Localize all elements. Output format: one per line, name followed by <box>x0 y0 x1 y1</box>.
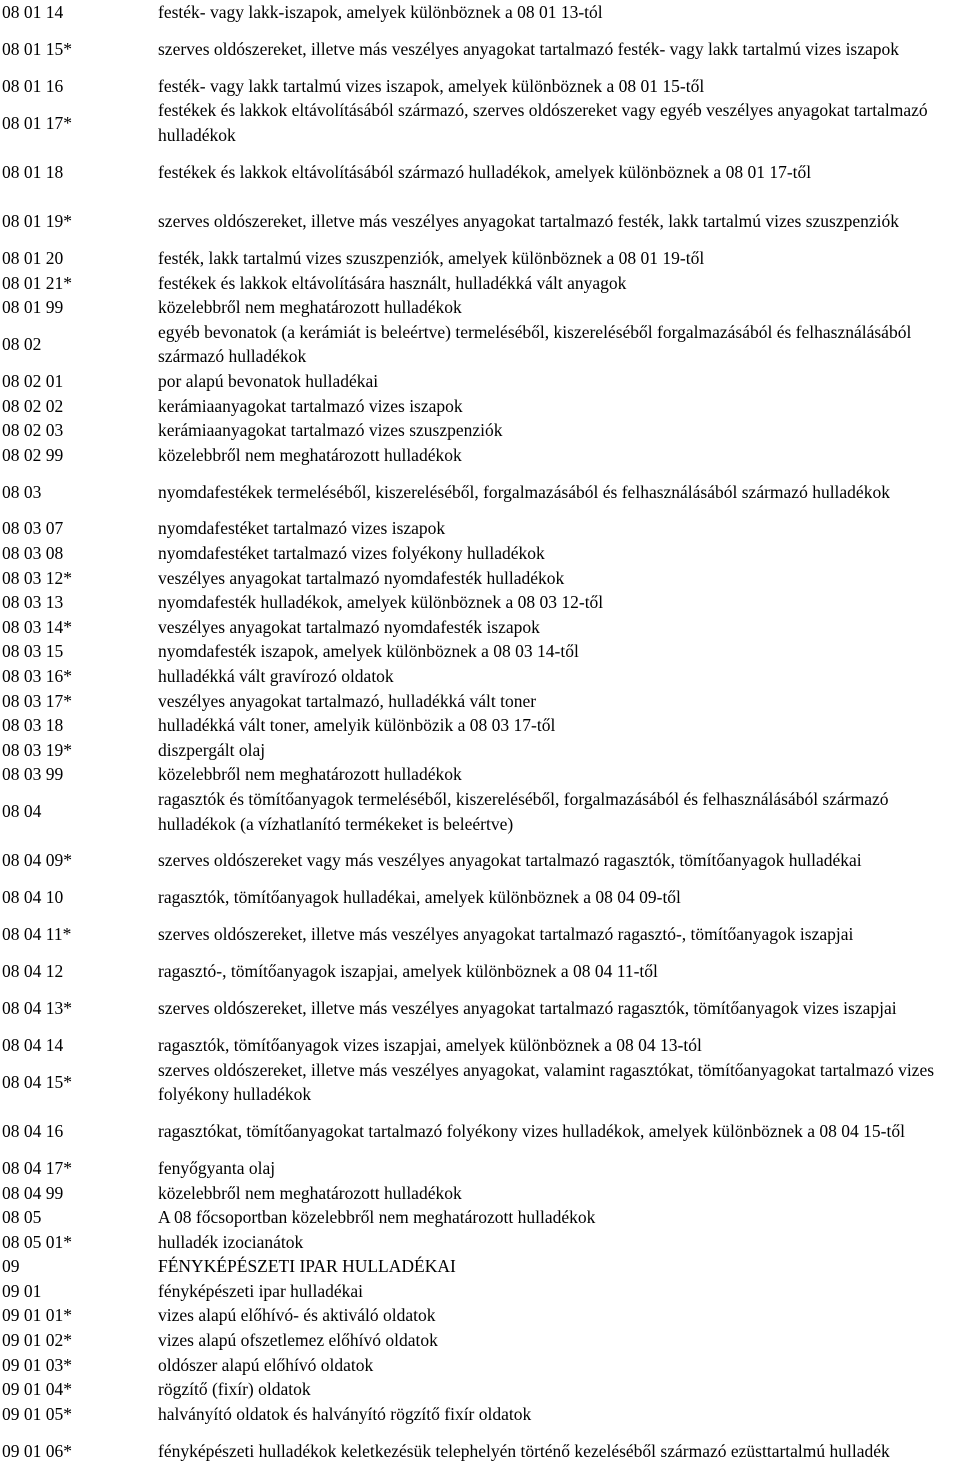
waste-description: fényképészeti hulladékok keletkezésük telephelyén történő kezeléséből származó ezüsttartalmú hulladék <box>158 1440 890 1461</box>
table-row <box>0 615 960 640</box>
table-row <box>0 984 960 1033</box>
waste-code: 08 03 07 <box>2 518 64 539</box>
waste-description: A 08 főcsoportban közelebbről nem meghatározott hulladékok <box>158 1207 596 1228</box>
waste-code: 09 <box>2 1256 20 1277</box>
waste-description: diszpergált olaj <box>158 739 266 760</box>
waste-description: festék, lakk tartalmú vizes szuszpenziók, amelyek különböznek a 08 01 19-től <box>158 247 705 268</box>
waste-code: 08 04 15* <box>2 1071 72 1092</box>
waste-code: 08 03 <box>2 481 42 502</box>
waste-code: 08 01 18 <box>2 161 64 182</box>
waste-code: 08 02 01 <box>2 370 64 391</box>
waste-code: 08 01 16 <box>2 75 64 96</box>
table-row <box>0 320 960 369</box>
waste-description: ragasztók és tömítőanyagok termeléséből, kiszereléséből, forgalmazásából és felhasználásából származó hulladékok (a vízhatlanító termékeket is beleértve) <box>158 789 889 834</box>
waste-description: szerves oldószereket, illetve más veszélyes anyagokat tartalmazó festék, lakk tartalmú vizes szuszpenziók <box>158 211 900 232</box>
waste-description: nyomdafestéket tartalmazó vizes folyékony hulladékok <box>158 543 545 564</box>
waste-code: 08 02 <box>2 334 42 355</box>
waste-code: 08 04 11* <box>2 924 72 945</box>
waste-description: szerves oldószereket vagy más veszélyes anyagokat tartalmazó ragasztók, tömítőanyagok hulladékai <box>158 850 862 871</box>
waste-description: egyéb bevonatok (a kerámiát is beleértve) termeléséből, kiszereléséből forgalmazásából és felhasználásából származó hulladékok <box>158 321 912 367</box>
waste-description: nyomdafestéket tartalmazó vizes iszapok <box>158 518 446 539</box>
table-row <box>0 1230 960 1255</box>
waste-description: szerves oldószereket, illetve más veszélyes anyagokat, valamint ragasztókat, tömítőanyagokat tartalmazó vizes folyékony hulladékok <box>158 1059 935 1105</box>
waste-code: 09 01 05* <box>2 1403 72 1424</box>
waste-description: fenyőgyanta olaj <box>158 1157 276 1178</box>
waste-description: hulladékká vált gravírozó oldatok <box>158 666 394 687</box>
waste-description: festékek és lakkok eltávolításából származó, szerves oldószereket vagy egyéb veszélyes anyagokat tartalmazó hulladékok <box>158 100 928 145</box>
waste-description: oldószer alapú előhívó oldatok <box>158 1354 374 1375</box>
table-row <box>0 639 960 664</box>
waste-code: 08 04 10 <box>2 887 64 908</box>
table-row <box>0 74 960 99</box>
waste-description: nyomdafesték iszapok, amelyek különböznek a 08 03 14-től <box>158 641 579 662</box>
waste-code: 08 01 15* <box>2 38 72 59</box>
table-row <box>0 246 960 271</box>
table-row <box>0 566 960 591</box>
waste-description: halványító oldatok és halványító rögzítő fixír oldatok <box>158 1403 532 1424</box>
waste-code: 08 03 19* <box>2 739 72 760</box>
waste-code: 08 02 99 <box>2 444 64 465</box>
waste-description: szerves oldószereket, illetve más veszélyes anyagokat tartalmazó ragasztó-, tömítőanyagok iszapjai <box>158 924 854 945</box>
waste-code: 08 03 13 <box>2 592 64 613</box>
waste-description: festék- vagy lakk tartalmú vizes iszapok, amelyek különböznek a 08 01 15-től <box>158 75 705 96</box>
waste-description: vizes alapú ofszetlemez előhívó oldatok <box>158 1330 438 1351</box>
table-row <box>0 713 960 738</box>
waste-code: 08 04 09* <box>2 850 72 871</box>
waste-description: festékek és lakkok eltávolításából származó hulladékok, amelyek különböznek a 08 01 17-től <box>158 161 812 182</box>
table-row <box>0 762 960 787</box>
waste-code: 08 04 <box>2 801 42 822</box>
table-row <box>0 1279 960 1304</box>
waste-code: 09 01 01* <box>2 1305 72 1326</box>
table-row <box>0 1254 960 1279</box>
waste-code: 08 04 14 <box>2 1034 64 1055</box>
waste-description: fényképészeti ipar hulladékai <box>158 1280 364 1301</box>
waste-description: rögzítő (fixír) oldatok <box>158 1379 311 1400</box>
waste-code: 08 03 99 <box>2 764 64 785</box>
table-row <box>0 689 960 714</box>
table-row <box>0 1205 960 1230</box>
table-row <box>0 836 960 885</box>
table-row <box>0 1058 960 1107</box>
table-row <box>0 467 960 516</box>
table-row <box>0 959 960 984</box>
table-row <box>0 295 960 320</box>
table-row <box>0 1353 960 1378</box>
table-row <box>0 910 960 959</box>
waste-description: veszélyes anyagokat tartalmazó nyomdafesték hulladékok <box>158 567 565 588</box>
waste-description: nyomdafestékek termeléséből, kiszereléséből, forgalmazásából és felhasználásából származó hulladékok <box>158 481 890 502</box>
waste-description: közelebbről nem meghatározott hulladékok <box>158 297 462 318</box>
table-row <box>0 1181 960 1206</box>
table-row <box>0 0 960 25</box>
table-row <box>0 1402 960 1427</box>
table-row <box>0 271 960 296</box>
waste-description: FÉNYKÉPÉSZETI IPAR HULLADÉKAI <box>158 1256 456 1277</box>
waste-code: 08 01 20 <box>2 247 64 268</box>
waste-description: szerves oldószereket, illetve más veszélyes anyagokat tartalmazó festék- vagy lakk tartalmú vizes iszapok <box>158 38 900 59</box>
waste-code: 09 01 04* <box>2 1379 72 1400</box>
waste-code: 08 03 17* <box>2 690 72 711</box>
table-row <box>0 738 960 763</box>
waste-code: 09 01 02* <box>2 1330 72 1351</box>
waste-description: ragasztó-, tömítőanyagok iszapjai, amelyek különböznek a 08 04 11-től <box>158 961 658 982</box>
waste-code: 08 03 14* <box>2 616 72 637</box>
table-row <box>0 1377 960 1402</box>
waste-description: közelebbről nem meghatározott hulladékok <box>158 1182 462 1203</box>
table-row <box>0 664 960 689</box>
waste-description: kerámiaanyagokat tartalmazó vizes szuszpenziók <box>158 420 503 441</box>
table-row <box>0 1156 960 1181</box>
table-row <box>0 394 960 419</box>
waste-code: 08 05 01* <box>2 1231 72 1252</box>
waste-description: vizes alapú előhívó- és aktiváló oldatok <box>158 1305 436 1326</box>
table-row <box>0 443 960 468</box>
waste-description: festék- vagy lakk-iszapok, amelyek különböznek a 08 01 13-tól <box>158 2 603 22</box>
waste-description: festékek és lakkok eltávolítására használt, hulladékká vált anyagok <box>158 272 627 293</box>
table-row <box>0 787 960 836</box>
table-row <box>0 885 960 910</box>
table-row <box>0 1033 960 1058</box>
table-row <box>0 590 960 615</box>
waste-description: hulladék izocianátok <box>158 1231 304 1252</box>
waste-description: kerámiaanyagokat tartalmazó vizes iszapok <box>158 395 463 416</box>
waste-code: 09 01 06* <box>2 1440 72 1461</box>
table-row <box>0 516 960 541</box>
waste-code: 08 04 17* <box>2 1157 72 1178</box>
table-row <box>0 98 960 147</box>
waste-code: 08 03 08 <box>2 543 64 564</box>
table-row <box>0 1328 960 1353</box>
waste-description: ragasztók, tömítőanyagok hulladékai, amelyek különböznek a 08 04 09-től <box>158 887 681 908</box>
table-row <box>0 148 960 197</box>
table-row <box>0 1107 960 1156</box>
waste-description: szerves oldószereket, illetve más veszélyes anyagokat tartalmazó ragasztók, tömítőanyagok vizes iszapjai <box>158 998 897 1019</box>
waste-code: 08 01 19* <box>2 211 72 232</box>
table-row <box>0 369 960 394</box>
waste-code: 08 02 03 <box>2 420 64 441</box>
table-row <box>0 1426 960 1475</box>
waste-code: 08 01 14 <box>2 2 64 22</box>
waste-code: 08 03 16* <box>2 666 72 687</box>
waste-code: 08 04 13* <box>2 998 72 1019</box>
table-row <box>0 25 960 74</box>
table-row <box>0 197 960 246</box>
waste-code: 08 03 15 <box>2 641 64 662</box>
waste-description: por alapú bevonatok hulladékai <box>158 370 379 391</box>
table-row <box>0 418 960 443</box>
waste-code: 08 04 12 <box>2 961 64 982</box>
waste-description: veszélyes anyagokat tartalmazó nyomdafesték iszapok <box>158 616 540 637</box>
waste-code: 08 04 99 <box>2 1182 64 1203</box>
waste-code: 08 01 99 <box>2 297 64 318</box>
waste-code: 08 03 12* <box>2 567 72 588</box>
table-row <box>0 1303 960 1328</box>
waste-code: 09 01 <box>2 1280 42 1301</box>
table-row <box>0 541 960 566</box>
waste-code: 08 02 02 <box>2 395 64 416</box>
waste-code: 08 04 16 <box>2 1121 64 1142</box>
waste-description: közelebbről nem meghatározott hulladékok <box>158 764 462 785</box>
waste-code: 08 01 21* <box>2 272 72 293</box>
waste-description: ragasztókat, tömítőanyagokat tartalmazó folyékony vizes hulladékok, amelyek különböznek a 08 04 15-től <box>158 1121 905 1142</box>
waste-code: 09 01 03* <box>2 1354 72 1375</box>
waste-code: 08 03 18 <box>2 715 64 736</box>
waste-description: veszélyes anyagokat tartalmazó, hulladékká vált toner <box>158 690 537 711</box>
waste-description: közelebbről nem meghatározott hulladékok <box>158 444 462 465</box>
waste-code: 08 05 <box>2 1207 42 1228</box>
waste-code: 08 01 17* <box>2 112 72 133</box>
waste-description: hulladékká vált toner, amelyik különbözik a 08 03 17-től <box>158 715 556 736</box>
waste-description: nyomdafesték hulladékok, amelyek különböznek a 08 03 12-től <box>158 592 604 613</box>
waste-description: ragasztók, tömítőanyagok vizes iszapjai, amelyek különböznek a 08 04 13-tól <box>158 1034 702 1055</box>
